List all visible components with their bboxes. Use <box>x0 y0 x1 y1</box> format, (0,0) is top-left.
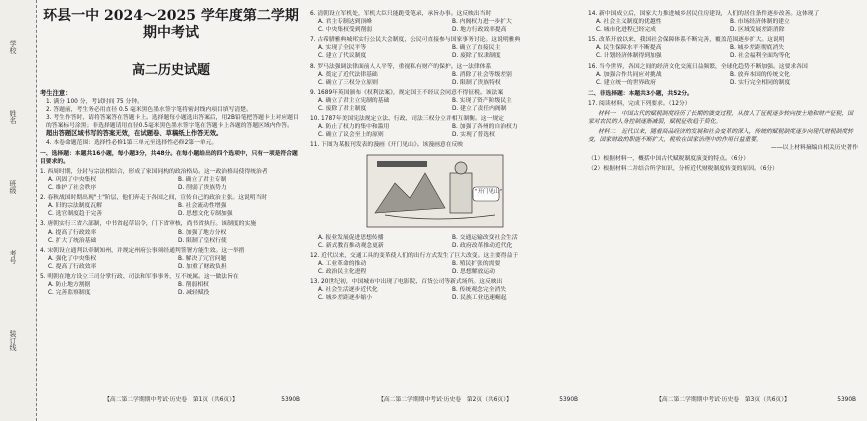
requirements-list <box>588 155 858 173</box>
option: A. 君主专制达到顶峰 <box>318 19 372 26</box>
options-grid <box>318 97 580 113</box>
page-footer: 【高二第二学期期中考试·历史卷 第2页（共6页）】 <box>378 396 512 403</box>
question-list <box>588 10 858 87</box>
option: B. 内阁权力进一步扩大 <box>452 19 512 26</box>
section-1-heading: 一、选择题：本题共16小题，每小题3分，共48分。在每小题给出的四个选项中，只有一项是符合题目要求的。 <box>40 150 298 165</box>
option: C. 选官制度趋于完善 <box>48 211 103 218</box>
option: B. 实现了资产阶级民主 <box>452 97 512 104</box>
option: C. 建立统一的世界政府 <box>596 79 656 86</box>
options-grid <box>318 18 580 34</box>
option: B. 传统观念完全消失 <box>452 287 507 294</box>
binding-margin <box>0 0 37 421</box>
question-stem: 6. 清朝设立军机处，军机大臣只能跪受笔录，承旨办事。这反映出当时 <box>310 11 492 17</box>
question-stem: 14. 新中国成立后，国家大力推进城乡居民住房建设，人们的居住条件逐步改善。这体现了 <box>588 11 820 17</box>
option: B. 确立了君主专制 <box>178 176 227 183</box>
question-list <box>310 234 580 303</box>
option: C. 完善监察制度 <box>48 290 91 297</box>
option: D. 限制了皇权行使 <box>178 237 227 244</box>
material-passage: 材料二 近代以来，随着商品经济的发展和社会变革的深入，传统的赋税制度逐步向现代财税制度转变，国家财政的职能不断扩大，税收在国家治理中的作用日益重要。 <box>588 129 854 144</box>
option: B. 社会流动性增强 <box>178 203 227 210</box>
option: C. 提高了行政效率 <box>48 263 97 270</box>
option: D. 实现了普选权 <box>452 132 495 139</box>
option: D. 地方行政效率提高 <box>452 27 507 34</box>
option: C. 新式教育推动观念更新 <box>318 242 384 249</box>
question-stem: 5. 明朝在地方设立三司分掌行政、司法和军事事务，互不统属。这一做法旨在 <box>40 273 239 280</box>
option: B. 加强了地方分权 <box>178 229 227 236</box>
binding-label-number: 考号 <box>9 250 17 264</box>
binding-label-line: 装订线 <box>9 330 17 351</box>
options-grid <box>596 44 858 60</box>
option: D. 加重了财政负担 <box>178 263 227 270</box>
question-stem: 7. 古希腊雅典城邦实行公民大会制度，公民可直接参与国家事务讨论。这说明雅典 <box>310 37 521 44</box>
option: B. 城乡差距彻底消失 <box>730 45 785 52</box>
option: C. 确立了三权分立原则 <box>318 79 378 86</box>
question-stem: 16. 当今世界，各国之间的经济文化交流日益频繁，全球化趋势不断加强。这要求各国 <box>588 63 808 70</box>
option: A. 巩固了中央集权 <box>48 176 97 183</box>
option: A. 社会主义制度的优越性 <box>596 19 662 26</box>
option: D. 思想文化专制加强 <box>178 211 233 218</box>
requirement-item: （1）根据材料一，概括中国古代赋税制度演变的特点。（6分） <box>588 155 749 162</box>
notes-warning: 超出答题区域书写的答案无效，在试题卷、草稿纸上作答无效。 <box>46 130 223 138</box>
notes-list <box>40 98 302 130</box>
option: B. 消除了社会等级差别 <box>452 71 512 78</box>
options-grid <box>596 71 858 87</box>
material-passage: 材料一 中国古代的赋税制度经历了长期的演变过程，从按人丁征税逐步转向按土地和财产征税，国家对农民的人身控制逐渐减弱，赋税征收趋于简化。 <box>588 111 854 126</box>
question-stem: 9. 1689年英国颁布《权利法案》，规定国王不经议会同意不得征税。该法案 <box>310 89 504 96</box>
option: A. 报业发展促进思想传播 <box>318 234 384 241</box>
option: B. 放弃本国的传统文化 <box>730 71 790 78</box>
options-grid <box>318 44 580 60</box>
option: A. 防止地方割据 <box>48 282 91 289</box>
option: C. 建立了代议制度 <box>318 53 367 60</box>
exam-page-1 <box>40 8 302 408</box>
option: C. 维护了社会秩序 <box>48 185 97 192</box>
option: A. 工业革命的推动 <box>318 260 367 267</box>
options-grid <box>318 123 580 139</box>
option: B. 市场经济体制的建立 <box>730 19 790 26</box>
option: B. 加强了各州的自治权力 <box>452 124 518 131</box>
option: D. 建立了责任内阁制 <box>452 106 507 113</box>
option: D. 民族工业迅速崛起 <box>452 295 507 302</box>
options-grid <box>318 260 580 276</box>
option: D. 减轻赋役 <box>178 290 210 297</box>
note-item: 1. 满分 100 分，考试时间 75 分钟。 <box>46 99 143 106</box>
question-stem: 1. 西周时期，分封与宗法相结合，形成了家国同构的政治格局。这一政治格局使得统治者 <box>40 168 268 175</box>
note-item: 2. 答题前，考生务必用直径 0.5 毫米黑色墨水签字笔将密封线内项目填写清楚。 <box>46 107 252 114</box>
question-17-stem: 17. 阅读材料，完成下列要求。（12分） <box>588 100 691 107</box>
option: A. 旧的宗法制度瓦解 <box>48 203 102 210</box>
note-item: 3. 考生作答时，请将答案答在答题卡上。选择题每小题选出答案后，用2B铅笔把答题卡上对应题目的答案标号涂黑；非选择题请用直径0.5毫米黑色墨水签字笔在答题卡上各题的答题区域内作答。 <box>46 115 299 130</box>
option: A. 实现了全民平等 <box>318 45 367 52</box>
options-grid <box>48 281 302 297</box>
question-stem: 2. 春秋战国时期出现"士"阶层，他们奔走于各国之间，宣传自己的政治主张。这说明当时 <box>40 195 268 202</box>
question-list <box>40 168 302 297</box>
exam-title: 环县一中 2024～2025 学年度第二学期期中考试 <box>43 8 299 41</box>
options-grid <box>48 202 302 218</box>
options-grid <box>48 229 302 245</box>
question-stem: 10. 1787年美国宪法规定立法、行政、司法三权分立并相互制衡。这一规定 <box>310 116 504 123</box>
question-stem: 11. 下图为某报刊发表的漫画《开门见山》。该漫画意在反映 <box>310 142 464 149</box>
source-note: ——以上材料摘编自相关历史著作 <box>771 145 858 152</box>
option: D. 社会福利全面均等化 <box>730 53 791 60</box>
option: A. 提高了行政效率 <box>48 229 97 236</box>
options-grid <box>318 286 580 302</box>
question-stem: 15. 改革开放以来，我国社会保障体系不断完善，覆盖范围逐步扩大。这说明 <box>588 37 785 44</box>
paper-code: 5390B <box>837 396 856 403</box>
option: C. 中央集权受到削弱 <box>318 27 373 34</box>
option: A. 加强合作共同应对挑战 <box>596 71 662 78</box>
question-stem: 3. 唐朝实行三省六部制，中书省起草诏令，门下省审核，尚书省执行。该制度的实施 <box>40 221 257 228</box>
options-grid <box>318 234 580 250</box>
paper-code: 5390B <box>281 396 300 403</box>
binding-label-school: 学校 <box>9 40 17 54</box>
binding-label-class: 班级 <box>9 180 17 194</box>
exam-page-2 <box>310 8 580 408</box>
option: C. 计划经济体制得到加强 <box>596 53 662 60</box>
option: B. 解决了冗官问题 <box>178 255 227 262</box>
question-stem: 12. 近代以来，交通工具的变革使人们的出行方式发生了巨大改变。这主要得益于 <box>310 252 519 259</box>
option: C. 确立了议会至上的原则 <box>318 132 384 139</box>
option: D. 政府改革推动近代化 <box>452 242 513 249</box>
option: A. 强化了中央集权 <box>48 255 97 262</box>
option: D. 废除了奴隶制度 <box>452 53 501 60</box>
cartoon-caption: "开门见山" <box>475 188 503 195</box>
question-list <box>310 10 580 150</box>
option: A. 民生保障水平不断提高 <box>596 45 662 52</box>
subject-title: 高二历史试题 <box>131 63 210 78</box>
option: B. 削弱相权 <box>178 282 209 289</box>
question-stem: 8. 罗马法强调法律面前人人平等，重视私有财产的保护。这一法律体系 <box>310 63 492 70</box>
option: D. 区域发展差距消除 <box>730 27 785 34</box>
option: B. 殖民扩张的需要 <box>452 260 501 267</box>
cartoon-figure <box>310 153 580 231</box>
question-stem: 4. 宋朝设立通判以牵制知州，并规定州府公事须经通判签署方能生效。这一举措 <box>40 247 245 254</box>
option: A. 社会生活逐步近代化 <box>318 287 378 294</box>
option: A. 奠定了近代法律基础 <box>318 71 378 78</box>
page-footer: 【高二第二学期期中考试·历史卷 第3页（共6页）】 <box>656 396 790 403</box>
options-grid <box>48 176 302 192</box>
option: D. 限制了贵族特权 <box>452 79 501 86</box>
option: A. 确立了君主立宪制的基础 <box>318 97 390 104</box>
option: C. 废除了君主制度 <box>318 106 367 113</box>
question-stem: 13. 20世纪初，中国城市中出现了电影院、百货公司等新式场所。这反映出 <box>310 278 503 285</box>
option: D. 思想解放运动 <box>452 268 495 275</box>
material-passages <box>588 110 858 144</box>
exam-page-3 <box>588 8 858 408</box>
options-grid <box>596 18 858 34</box>
option: B. 交通运输改变社会生活 <box>452 234 518 241</box>
option: C. 城市化进程已经完成 <box>596 27 656 34</box>
option: B. 确立了直接民主 <box>452 45 501 52</box>
option: C. 政治民主化进程 <box>318 268 367 275</box>
options-grid <box>48 255 302 271</box>
paper-code: 5390B <box>559 396 578 403</box>
option: C. 扩大了统治基础 <box>48 237 97 244</box>
option: D. 削弱了贵族势力 <box>178 185 227 192</box>
notes-scope: 4. 本卷命题范围：选择性必修1第三单元至选择性必修2第一单元。 <box>46 139 218 146</box>
option: D. 实行完全相同的制度 <box>730 79 791 86</box>
option: C. 城乡差距逐步缩小 <box>318 295 373 302</box>
option: A. 防止了权力的集中和滥用 <box>318 124 390 131</box>
page-footer: 【高二第二学期期中考试·历史卷 第1页（共6页）】 <box>104 396 238 403</box>
requirement-item: （2）根据材料二并结合所学知识，分析近代财税制度转变的原因。（6分） <box>588 165 778 172</box>
options-grid <box>318 71 580 87</box>
notes-heading: 考生注意： <box>40 90 72 97</box>
section-2-heading: 二、非选择题：本题共3小题，共52分。 <box>588 90 693 97</box>
binding-label-name: 姓名 <box>9 110 17 124</box>
